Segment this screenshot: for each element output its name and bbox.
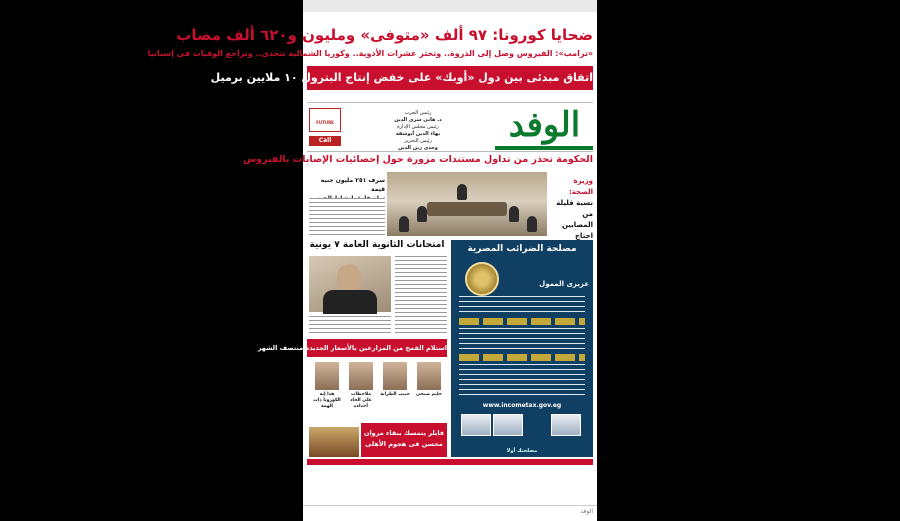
columnist-photo — [417, 362, 441, 390]
football-player-photo — [309, 427, 359, 457]
text-column — [309, 198, 385, 236]
person — [509, 206, 519, 222]
next-page-edge — [303, 505, 597, 521]
columnist-caption: هذا إيه الكورونا ذات الهمة — [313, 392, 341, 409]
bread-line: سرف ٢٥١ مليون جنيه قيمة — [320, 177, 385, 193]
cabinet-meeting-photo — [387, 172, 547, 236]
minister-head — [337, 264, 361, 292]
masthead-underline — [495, 146, 593, 150]
newspaper-page — [147, 0, 597, 520]
health-line: نسبة قليلة — [556, 199, 593, 207]
editor-line: بهاء الدين أبوشقة — [395, 131, 441, 137]
exam-headline: امتحانات الثانوية العامة ٧ يونية — [309, 240, 445, 250]
issue-info-strip — [307, 94, 593, 102]
tax-seal-icon — [465, 262, 499, 296]
ad-highlight — [459, 318, 585, 325]
sport-line: محسن فى هجوم الأهلى — [365, 440, 443, 448]
wheat-banner: استلام القمح من المزارعين بالأسعار الجديدة منتصف الشهر — [307, 339, 447, 357]
ad-text — [459, 296, 585, 314]
government-headline: الحكومة تحذر من تداول مستندات مزورة حول إحصائيات الإصابات بالفيروس — [243, 154, 593, 165]
columnists-row — [309, 362, 449, 409]
ad-footer: مصلحتك أولا — [506, 448, 538, 454]
columnist-caption: حليم صبحى — [416, 392, 442, 397]
text-column — [395, 256, 447, 336]
divider — [307, 151, 593, 152]
masthead-logo: الوفد — [508, 105, 581, 145]
minister-body — [323, 290, 377, 314]
page-top-margin — [303, 0, 597, 12]
future-ad — [309, 108, 341, 132]
columnist-caption: حبيب الطرابة — [380, 392, 410, 397]
health-line: وزيرة الصحة: — [568, 177, 593, 196]
editors-box — [343, 110, 493, 152]
ad-title: مصلحة الضرائب المصرية — [467, 244, 577, 254]
divider — [307, 102, 593, 103]
minister-photo — [309, 256, 391, 312]
sport-line: فايلر يتمسك ببقاء مروان — [363, 429, 445, 437]
meeting-table — [427, 202, 507, 216]
person — [457, 184, 467, 200]
call-number: Call — [309, 136, 341, 146]
text-column — [309, 316, 391, 336]
health-line: من المصابين — [561, 210, 593, 229]
person — [527, 216, 537, 232]
editor-line: رئيس التحرير — [404, 138, 432, 144]
person — [417, 206, 427, 222]
columnist-photo — [315, 362, 339, 390]
person — [399, 216, 409, 232]
laptop-thumb — [551, 414, 581, 436]
editor-line: رئيس الحزب — [404, 110, 432, 116]
sub-headline: «ترامب»: الفيروس وصل إلى الذروة.. وتخثر عشرات الأدوية.. وكوريا الشمالية تتحدى.. وتراجع الوفيات فى إسبانيا — [147, 49, 593, 58]
screenshot-thumb — [461, 414, 491, 436]
ad-url: www.incometax.gov.eg — [482, 402, 562, 409]
editor-line: وجدى زين الدين — [398, 145, 438, 151]
tax-authority-ad — [451, 240, 593, 457]
future-label: FUTURE — [316, 120, 334, 125]
next-page-mark: الوفد — [580, 508, 593, 515]
editor-line: د. هانى سرى الدين — [394, 117, 442, 123]
screenshot-thumb — [493, 414, 523, 436]
main-headline: ضحايا كورونا: ٩٧ ألف «متوفى» ومليون و٦٢٠ ألف مصاب — [176, 26, 593, 44]
columnist-caption: ملاحظات على الخاد أحذاءه — [350, 392, 372, 409]
ad-greeting: عزيزى الممول — [539, 280, 589, 288]
ad-text — [459, 364, 585, 398]
health-line: احتاج — [575, 232, 593, 240]
opec-banner: اتفاق مبدئى بين دول «أوبك» على خفض إنتاج البترول ١٠ ملايين برميل — [307, 66, 593, 90]
columnist-photo — [349, 362, 373, 390]
ad-text — [459, 328, 585, 350]
bottom-strip — [307, 459, 593, 465]
ad-highlight — [459, 354, 585, 361]
columnist-photo — [383, 362, 407, 390]
editor-line: رئيس مجلس الإدارة — [397, 124, 439, 130]
sport-box — [361, 423, 447, 457]
